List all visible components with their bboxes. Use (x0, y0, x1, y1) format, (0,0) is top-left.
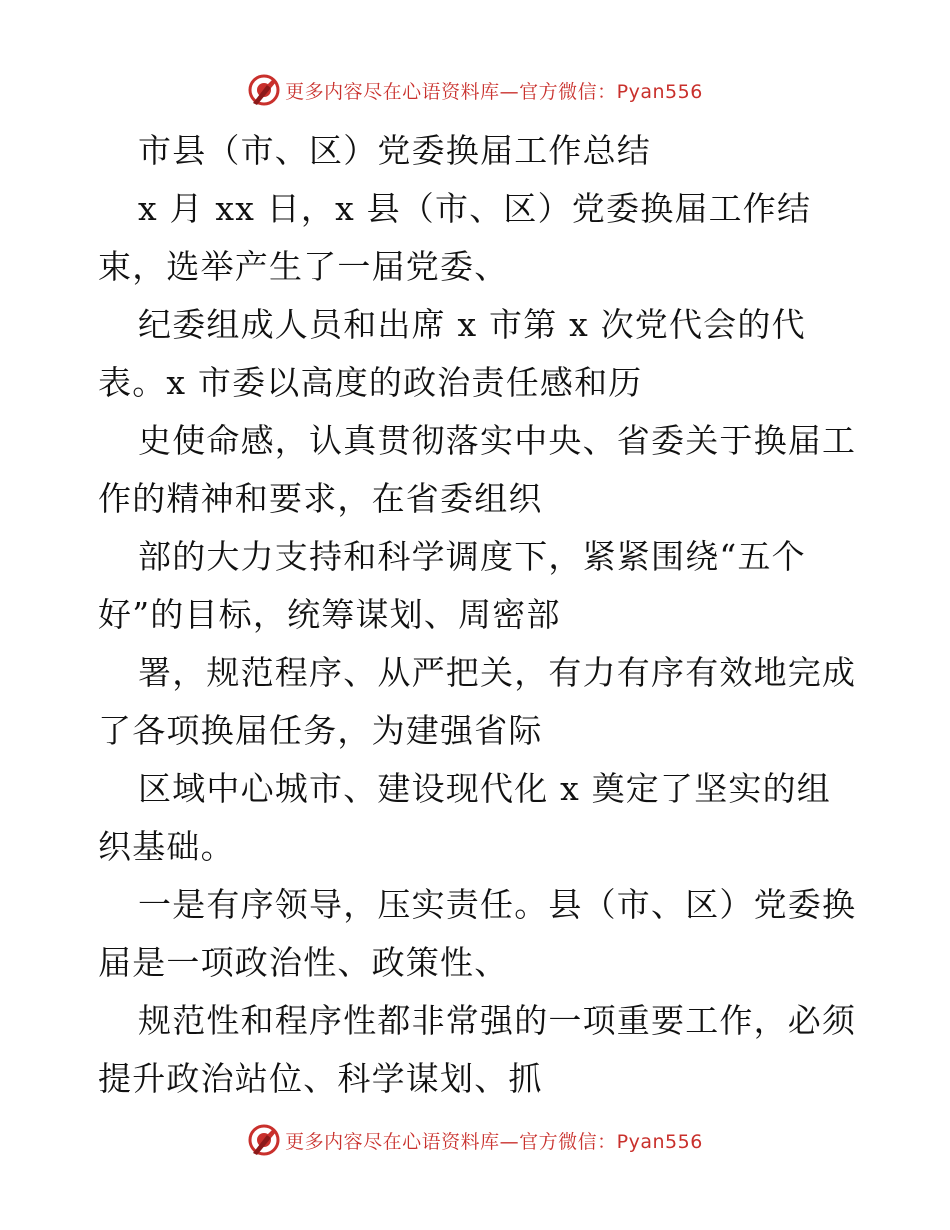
paragraph-line: 部的大力支持和科学调度下，紧紧围绕“五个 (138, 537, 806, 576)
pen-circle-logo-icon (247, 73, 281, 107)
paragraph-line: 表。x 市委以高度的政治责任感和历 (98, 363, 643, 402)
paragraph-line: 提升政治站位、科学谋划、抓 (98, 1059, 543, 1098)
paragraph-line: 作的精神和要求，在省委组织 (98, 479, 543, 518)
paragraph-line: 纪委组成人员和出席 x 市第 x 次党代会的代 (138, 305, 806, 344)
watermark-text: 更多内容尽在心语资料库—官方微信：Pyan556 (285, 80, 703, 103)
paragraph-line: 束，选举产生了一届党委、 (98, 247, 509, 286)
pen-circle-logo-icon (247, 1123, 281, 1157)
paragraph-line: 史使命感，认真贯彻落实中央、省委关于换届工 (138, 421, 857, 460)
paragraph-line: 规范性和程序性都非常强的一项重要工作，必须 (138, 1001, 857, 1040)
document-body (98, 122, 858, 1108)
watermark-text: 更多内容尽在心语资料库—官方微信：Pyan556 (285, 1130, 703, 1153)
watermark-header (0, 70, 950, 110)
watermark-footer (0, 1120, 950, 1160)
document-title: 市县（市、区）党委换届工作总结 (138, 131, 651, 170)
paragraph-line: 好”的目标，统筹谋划、周密部 (98, 595, 561, 634)
paragraph-line: 届是一项政治性、政策性、 (98, 943, 509, 982)
paragraph-line: 一是有序领导，压实责任。县（市、区）党委换 (138, 885, 857, 924)
paragraph-line: x 月 xx 日，x 县（市、区）党委换届工作结 (138, 189, 812, 228)
paragraph-line: 区域中心城市、建设现代化 x 奠定了坚实的组 (138, 769, 831, 808)
paragraph-line: 了各项换届任务，为建强省际 (98, 711, 543, 750)
paragraph-line: 织基础。 (98, 827, 235, 866)
paragraph-line: 署，规范程序、从严把关，有力有序有效地完成 (138, 653, 857, 692)
